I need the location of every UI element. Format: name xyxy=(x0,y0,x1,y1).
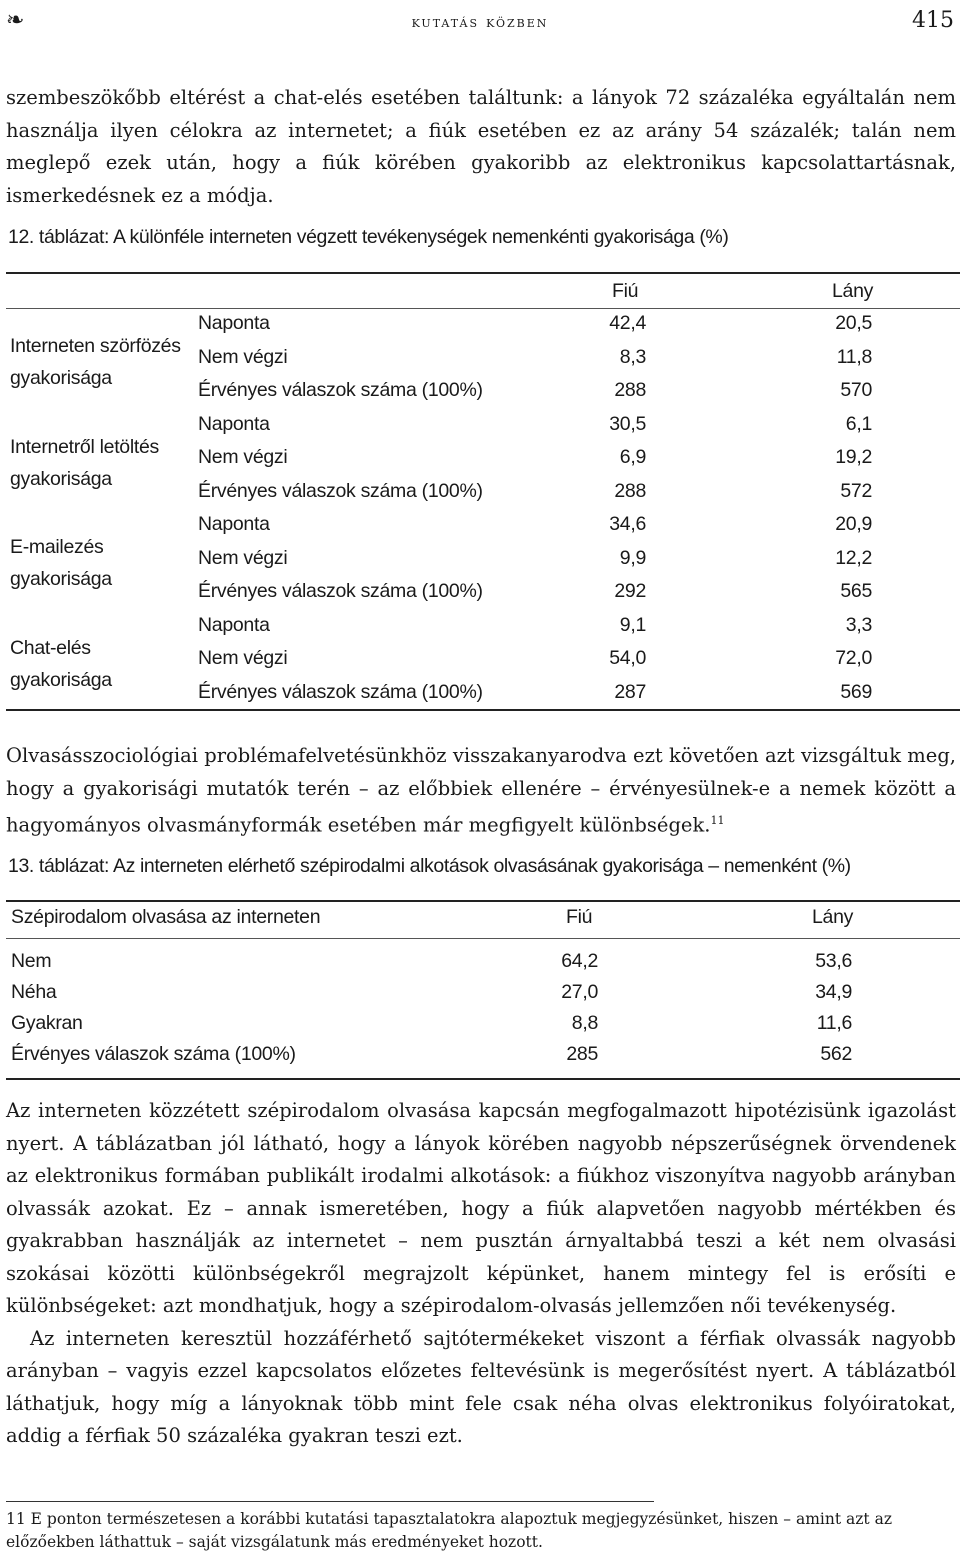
cell-lany: 19,2 xyxy=(835,446,872,468)
row-label: Érvényes válaszok száma (100%) xyxy=(198,580,483,602)
footnote-number: 11 xyxy=(6,1510,26,1528)
leaf-ornament-icon: ❧ xyxy=(6,8,25,33)
cell-fiu: 9,9 xyxy=(619,546,646,569)
cell-fiu: 288 xyxy=(614,479,646,502)
row-label: Érvényes válaszok száma (100%) xyxy=(198,379,483,401)
cell-fiu: 27,0 xyxy=(561,981,598,1003)
paragraph-text: Az interneten közzétett szépirodalom olvasása kapcsán megfogalmazott hipotézisünk igazolást nyert. A táblázatban jól látható, hogy a lányok körében nagyobb népszerűségnek örvendenek az elektronikus formában publikált irodalmi alkotások: a fiúkhoz viszonyítva nagyobb arányban olvassák azokat. Ez – annak ismeretében, hogy a fiúk alapvetően nagyobb mértékben és gyakrabban használják az internetet – nem pusztán árnyaltabbá teszi a két nem olvasási szokásai közötti különbségekről megrajzolt képünket, hanem mintegy fel is erősíti e különbségeket: azt mondhatjuk, hogy a szépirodalom-olvasás jellemzően női tevékenység. xyxy=(6,1099,956,1317)
cell-lany: 570 xyxy=(840,379,872,401)
table13-header-rule xyxy=(6,938,960,939)
row-label: Érvényes válaszok száma (100%) xyxy=(198,680,483,703)
row-label: Gyakran xyxy=(11,1012,83,1034)
paragraph-results xyxy=(6,1095,956,1453)
cell-fiu: 8,8 xyxy=(571,1012,598,1034)
table13-col-lany: Lány xyxy=(812,906,854,928)
table13-top-rule xyxy=(6,900,960,902)
paragraph-method xyxy=(6,740,956,842)
table12-col-lany: Lány xyxy=(832,280,874,302)
table13-col-fiu: Fiú xyxy=(566,906,593,928)
cell-lany: 3,3 xyxy=(845,613,872,636)
cell-lany: 72,0 xyxy=(835,647,872,669)
cell-lany: 562 xyxy=(820,1043,852,1065)
row-label: Naponta xyxy=(198,312,270,334)
page-number: 415 xyxy=(912,8,954,33)
row-label: Néha xyxy=(11,981,57,1003)
row-label: Érvényes válaszok száma (100%) xyxy=(11,1043,296,1065)
row-label: Nem xyxy=(11,950,52,972)
cell-lany: 12,2 xyxy=(835,546,872,569)
cell-lany: 11,6 xyxy=(816,1012,852,1034)
cell-lany: 6,1 xyxy=(845,412,872,435)
running-head: kutatás közben xyxy=(411,12,549,31)
cell-lany: 572 xyxy=(840,479,872,502)
cell-fiu: 30,5 xyxy=(609,412,646,435)
table13-caption: 13. táblázat: Az interneten elérhető szépirodalmi alkotások olvasásának gyakorisága – nemenként (%) xyxy=(8,855,851,877)
footnote-rule xyxy=(6,1501,654,1502)
cell-lany: 20,9 xyxy=(835,513,872,535)
table12-header-rule xyxy=(6,308,960,309)
row-label: Nem végzi xyxy=(198,546,288,569)
row-label: Naponta xyxy=(198,412,270,435)
paragraph-text: szembeszökőbb eltérést a chat-elés esetében találtunk: a lányok 72 százaléka egyáltalán nem használja ilyen célokra az internetet; a fiúk esetében ez az arány 54 százalék; talán nem meglepő ezek után, hogy a fiúk körében gyakoribb az elektronikus kapcsolattartásnak, ismerkedésnek ez a módja. xyxy=(6,86,956,207)
cell-lany: 34,9 xyxy=(815,981,852,1003)
cell-fiu: 9,1 xyxy=(619,613,646,636)
footnote xyxy=(6,1508,956,1554)
page-header xyxy=(6,6,954,36)
table12-group-label: Interneten szörfözés gyakorisága xyxy=(10,335,181,389)
table12-top-rule xyxy=(6,272,960,274)
cell-lany: 11,8 xyxy=(836,345,872,368)
cell-fiu: 287 xyxy=(614,680,646,703)
table12-col-fiu: Fiú xyxy=(612,280,639,302)
cell-fiu: 288 xyxy=(614,379,646,401)
paragraph-text: Olvasásszociológiai problémafelvetésünkhöz visszakanyarodva ezt követően azt vizsgáltuk meg, hogy a gyakorisági mutatók terén – az előbbiek ellenére – érvényesülnek-e a nemek között a hagyományos olvasmányformák esetében már megfigyelt különbségek. xyxy=(6,744,956,837)
paragraph-text: Az interneten keresztül hozzáférhető sajtótermékeket viszont a férfiak olvassák nagyobb arányban – vagyis ezzel kapcsolatos előzetes feltevésünk is megerősítést nyert. A táblázatból láthatjuk, hogy míg a lányoknak több mint fele csak néha olvas elektronikus folyóiratokat, addig a férfiak 50 százaléka gyakran teszi ezt. xyxy=(6,1326,956,1447)
cell-fiu: 285 xyxy=(566,1043,598,1065)
table12-caption: 12. táblázat: A különféle interneten végzett tevékenységek nemenkénti gyakorisága (%) xyxy=(8,226,729,248)
cell-lany: 53,6 xyxy=(815,950,852,972)
table12-bottom-rule xyxy=(6,709,960,711)
table12-group-label: Internetről letöltés gyakorisága xyxy=(10,435,160,490)
cell-fiu: 64,2 xyxy=(561,950,598,972)
cell-fiu: 54,0 xyxy=(609,647,646,669)
paragraph-intro xyxy=(6,82,956,212)
row-label: Naponta xyxy=(198,513,270,535)
table13-col-label: Szépirodalom olvasása az interneten xyxy=(11,906,321,928)
row-label: Nem végzi xyxy=(198,446,288,468)
cell-fiu: 42,4 xyxy=(609,312,646,334)
cell-fiu: 292 xyxy=(614,580,646,602)
footnote-text: E ponton természetesen a korábbi kutatási tapasztalatokra alapoztuk megjegyzésünket, hiszen – amint azt az előzőekben láthattuk – saját vizsgálatunk más eredményeket hozott. xyxy=(6,1510,892,1551)
cell-fiu: 8,3 xyxy=(619,345,646,368)
row-label: Érvényes válaszok száma (100%) xyxy=(198,479,483,502)
footnote-ref[interactable]: 11 xyxy=(710,814,725,827)
cell-lany: 20,5 xyxy=(835,312,872,334)
table12-group-label: E-mailezés gyakorisága xyxy=(10,536,112,590)
cell-fiu: 34,6 xyxy=(609,513,646,535)
cell-fiu: 6,9 xyxy=(619,446,646,468)
row-label: Naponta xyxy=(198,613,270,636)
table12-group-label: Chat-elés gyakorisága xyxy=(10,636,112,691)
cell-lany: 565 xyxy=(840,580,872,602)
cell-lany: 569 xyxy=(840,680,872,703)
row-label: Nem végzi xyxy=(198,647,288,669)
table13-bottom-rule xyxy=(6,1078,960,1080)
row-label: Nem végzi xyxy=(198,345,288,368)
